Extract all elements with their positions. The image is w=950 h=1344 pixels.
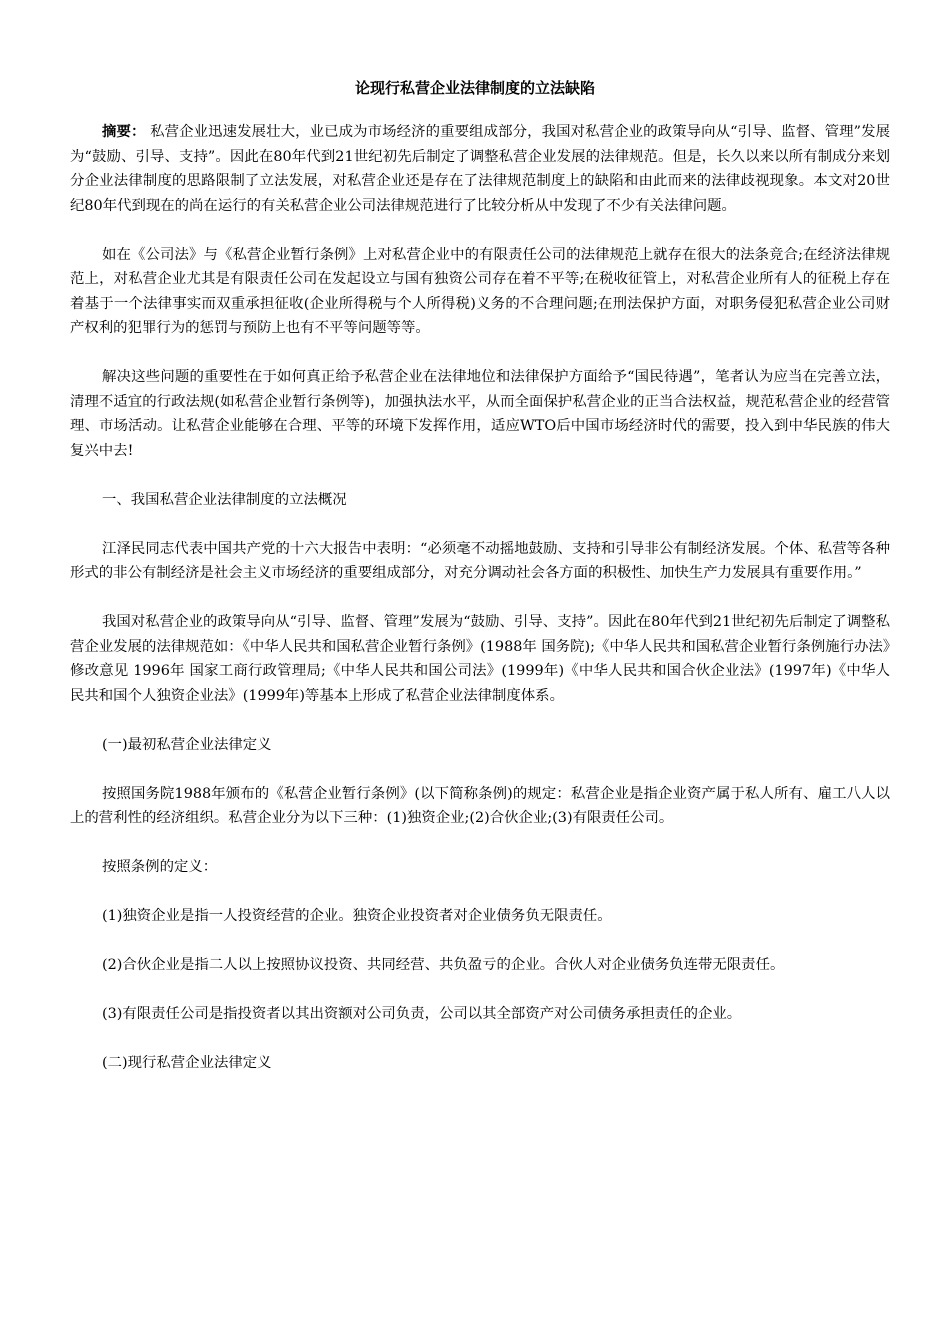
subsection-heading-2: (二)现行私营企业法律定义 [102,1055,272,1071]
abstract-paragraph [70,120,890,218]
body-paragraph-3: 江泽民同志代表中国共产党的十六大报告中表明：“必须毫不动摇地鼓励、支持和引导非公有制经济发展。个体、私营等各种形式的非公有制经济是社会主义市场经济的重要组成部分，对充分调动社会各方面的积极性、加快生产力发展具有重要作用。” [70,540,890,581]
body-paragraph-1: 如在《公司法》与《私营企业暂行条例》上对私营企业中的有限责任公司的法律规范上就存在很大的法条竞合;在经济法律规范上，对私营企业尤其是有限责任公司在发起设立与国有独资公司存在着不平等;在税收征管上，对私营企业所有人的征税上存在着基于一个法律事实而双重承担征收(企业所得税与个人所得税)义务的不合理问题;在刑法保护方面，对职务侵犯私营企业公司财产权利的犯罪行为的惩罚与预防上也有不平等问题等等。 [70,246,890,336]
list-item-3: (3)有限责任公司是指投资者以其出资额对公司负责，公司以其全部资产对公司债务承担责任的企业。 [102,1006,742,1022]
list-item-1: (1)独资企业是指一人投资经营的企业。独资企业投资者对企业债务负无限责任。 [102,908,612,924]
body-paragraph-4: 我国对私营企业的政策导向从“引导、监督、管理”发展为“鼓励、引导、支持”。因此在80年代到21世纪初先后制定了调整私营企业发展的法律规范如：《中华人民共和国私营企业暂行条例》(1988年 国务院);《中华人民共和国私营企业暂行条例施行办法》修改意见 1996年 国家工商行政管理局;《中华人民共和国公司法》(1999年)《中华人民共和国合伙企业法》(1997年)《中华人民共和国个人独资企业法》(1999年)等基本上形成了私营企业法律制度体系。 [70,614,890,704]
body-paragraph-5: 按照国务院1988年颁布的《私营企业暂行条例》(以下简称条例)的规定：私营企业是指企业资产属于私人所有、雇工八人以上的营利性的经济组织。私营企业分为以下三种：(1)独资企业;(2)合伙企业;(3)有限责任公司。 [70,785,890,826]
section-heading-1: 一、我国私营企业法律制度的立法概况 [102,491,347,508]
abstract-label: 摘要： [102,124,146,140]
document-body [70,120,890,1076]
abstract-text: 私营企业迅速发展壮大，业已成为市场经济的重要组成部分，我国对私营企业的政策导向从“引导、监督、管理”发展为“鼓励、引导、支持”。因此在80年代到21世纪初先后制定了调整私营企业发展的法律规范。但是，长久以来以所有制成分来划分企业法律制度的思路限制了立法发展，对私营企业还是存在了法律规范制度上的缺陷和由此而来的法律歧视现象。本文对20世纪80年代到现在的尚在运行的有关私营企业公司法律规范进行了比较分析从中发现了不少有关法律问题。 [70,124,890,214]
subsection-heading-1: (一)最初私营企业法律定义 [102,736,272,753]
body-paragraph-2: 解决这些问题的重要性在于如何真正给予私营企业在法律地位和法律保护方面给予“国民待遇”，笔者认为应当在完善立法，清理不适宜的行政法规(如私营企业暂行条例等)，加强执法水平，从而全面保护私营企业的正当合法权益，规范私营企业的经营管理、市场活动。让私营企业能够在合理、平等的环境下发挥作用，适应WTO后中国市场经济时代的需要，投入到中华民族的伟大复兴中去! [70,369,890,459]
list-item-2: (2)合伙企业是指二人以上按照协议投资、共同经营、共负盈亏的企业。合伙人对企业债务负连带无限责任。 [102,957,785,973]
document-title: 论现行私营企业法律制度的立法缺陷 [354,79,595,97]
body-paragraph-6: 按照条例的定义： [102,859,218,875]
